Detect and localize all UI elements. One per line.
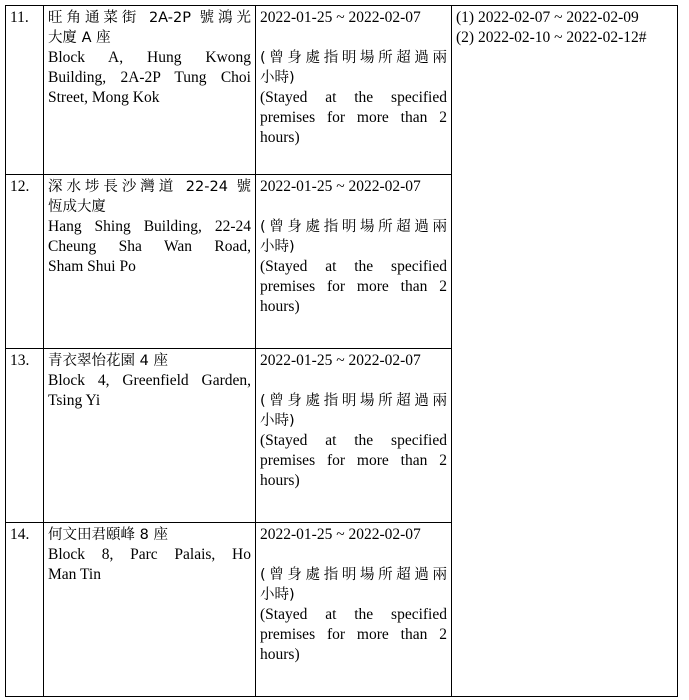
premises-table <box>5 5 678 697</box>
period-text: 2022-01-25 ~ 2022-02-07 <box>260 526 421 543</box>
row-number: 12. <box>6 175 44 349</box>
period-cell <box>256 523 452 697</box>
address-en-line: Block 8, Parc Palais, Ho <box>48 546 251 563</box>
row-number: 11. <box>6 6 44 175</box>
address-zh-line: 大廈 A 座 <box>48 30 111 46</box>
address-en-line: Block A, Hung Kwong <box>48 49 251 66</box>
address-cell <box>44 523 256 697</box>
note-en-line: hours) <box>260 129 300 146</box>
address-en-line: Sham Shui Po <box>48 258 136 275</box>
period-cell <box>256 175 452 349</box>
note-zh-line: (曾身處指明場所超過兩 <box>260 50 447 66</box>
test-date-line: (1) 2022-02-07 ~ 2022-02-09 <box>456 9 639 26</box>
address-en-line: Cheung Sha Wan Road, <box>48 238 251 255</box>
note-en-line: premises for more than 2 <box>260 278 447 295</box>
address-zh-line: 恆成大廈 <box>48 199 106 215</box>
test-date-line: (2) 2022-02-10 ~ 2022-02-12# <box>456 29 647 46</box>
period-cell <box>256 6 452 175</box>
note-zh-line: 小時) <box>260 239 295 255</box>
address-en-line: Hang Shing Building, 22-24 <box>48 218 251 235</box>
note-zh-line: 小時) <box>260 587 295 603</box>
address-en-line: Building, 2A-2P Tung Choi <box>48 69 251 86</box>
period-cell <box>256 349 452 523</box>
note-zh-line: (曾身處指明場所超過兩 <box>260 219 447 235</box>
note-zh-line: (曾身處指明場所超過兩 <box>260 567 447 583</box>
note-en-line: hours) <box>260 298 300 315</box>
note-en-line: premises for more than 2 <box>260 452 447 469</box>
note-en-line: premises for more than 2 <box>260 626 447 643</box>
address-zh-line: 旺角通菜街 2A-2P 號鴻光 <box>48 10 251 26</box>
note-en-line: hours) <box>260 472 300 489</box>
address-en-line: Street, Mong Kok <box>48 89 160 106</box>
address-zh-line: 青衣翠怡花園 4 座 <box>48 353 168 369</box>
address-cell <box>44 6 256 175</box>
address-zh-line: 何文田君頤峰 8 座 <box>48 527 168 543</box>
note-en-line: (Stayed at the specified <box>260 89 447 106</box>
note-zh-line: 小時) <box>260 413 295 429</box>
note-zh-line: 小時) <box>260 70 295 86</box>
note-en-line: (Stayed at the specified <box>260 258 447 275</box>
address-cell <box>44 175 256 349</box>
address-zh-line: 深水埗長沙灣道 22-24 號 <box>48 179 251 195</box>
note-en-line: premises for more than 2 <box>260 109 447 126</box>
note-en-line: hours) <box>260 646 300 663</box>
note-zh-line: (曾身處指明場所超過兩 <box>260 393 447 409</box>
period-text: 2022-01-25 ~ 2022-02-07 <box>260 178 421 195</box>
address-en-line: Block 4, Greenfield Garden, <box>48 372 251 389</box>
address-en-line: Tsing Yi <box>48 392 101 409</box>
row-number: 13. <box>6 349 44 523</box>
address-cell <box>44 349 256 523</box>
period-text: 2022-01-25 ~ 2022-02-07 <box>260 9 421 26</box>
table-row <box>6 6 678 175</box>
note-en-line: (Stayed at the specified <box>260 606 447 623</box>
period-text: 2022-01-25 ~ 2022-02-07 <box>260 352 421 369</box>
note-en-line: (Stayed at the specified <box>260 432 447 449</box>
row-number: 14. <box>6 523 44 697</box>
test-dates-cell <box>452 6 678 697</box>
address-en-line: Man Tin <box>48 566 101 583</box>
